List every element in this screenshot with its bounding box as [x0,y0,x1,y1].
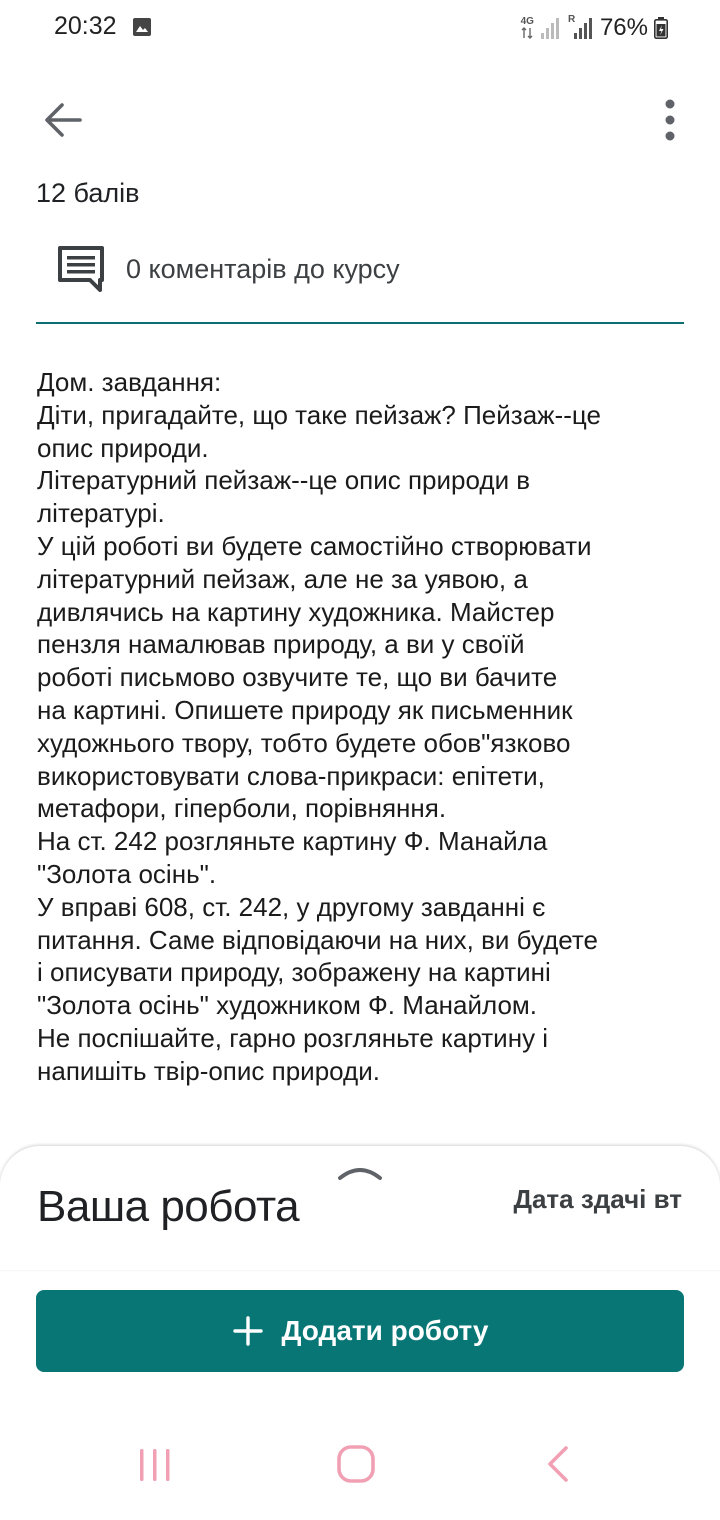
description-line: питання. Саме відповідаючи на них, ви будете [37,924,598,955]
description-line: У вправі 608, ст. 242, у другому завданні є [37,891,546,922]
description-line: напишіть твір-опис природи. [37,1055,380,1086]
home-icon[interactable] [336,1444,376,1484]
description-line: У цій роботі ви будете самостійно створювати [37,530,592,561]
image-notification-icon [133,18,151,36]
assignment-description [37,366,677,1088]
your-work-sheet[interactable] [0,1146,720,1270]
add-work-button[interactable] [36,1290,684,1372]
description-line: "Золота осінь" художником Ф. Манайлом. [37,990,538,1021]
description-line: літературі. [37,498,165,529]
status-indicators [521,10,668,46]
description-line: і описувати природу, зображену на картині [37,957,551,988]
network-type: 4G [520,16,534,27]
description-line: "Золота осінь". [37,858,217,889]
description-line: метафори, гіперболи, порівняння. [37,793,447,824]
description-line: Не поспішайте, гарно розгляньте картину і [37,1022,549,1053]
description-line: пензля намалював природу, а ви у своїй [37,629,525,660]
description-line: художнього твору, тобто будете обов"язково [37,727,571,758]
description-line: дивлячись на картину художника. Майстер [37,596,555,627]
signal-icon [540,15,562,41]
description-line: Діти, пригадайте, що таке пейзаж? Пейзаж--це [37,399,601,430]
description-line: на картині. Опишете природу як письменник [37,694,573,725]
divider [36,322,684,324]
status-time: 20:32 [54,12,117,40]
nav-back-icon[interactable] [540,1444,576,1484]
assignment-points: 12 балів [36,178,140,208]
class-comments-link[interactable] [56,240,616,298]
more-options-icon[interactable] [646,94,694,146]
app-bar [0,70,720,166]
description-line: літературний пейзаж, але не за уявою, а [37,563,528,594]
recent-apps-icon[interactable] [136,1446,174,1484]
plus-icon [232,1315,264,1347]
your-work-title: Ваша робота [37,1182,300,1231]
description-line: На ст. 242 розгляньте картину Ф. Манайла [37,826,548,857]
battery-percent: 76% [599,14,648,41]
description-line: роботі письмово озвучите те, що ви бачите [37,662,558,693]
comments-label: 0 коментарів до курсу [126,254,400,284]
due-date: Дата здачі вт [513,1184,682,1214]
system-nav-bar [0,1420,720,1510]
description-line: використовувати слова-прикраси: епітети, [37,760,545,791]
status-bar [0,0,720,56]
data-arrows-icon [521,27,533,39]
battery-icon [654,17,668,39]
description-line: опис природи. [37,432,209,463]
back-arrow-icon[interactable] [36,94,88,146]
roaming-indicator: R [567,14,576,25]
expand-handle-icon[interactable] [336,1164,384,1184]
comment-icon [56,244,106,294]
description-line: Літературний пейзаж--це опис природи в [37,465,531,496]
description-line: Дом. завдання: [37,367,222,397]
add-work-label: Додати роботу [281,1315,489,1346]
